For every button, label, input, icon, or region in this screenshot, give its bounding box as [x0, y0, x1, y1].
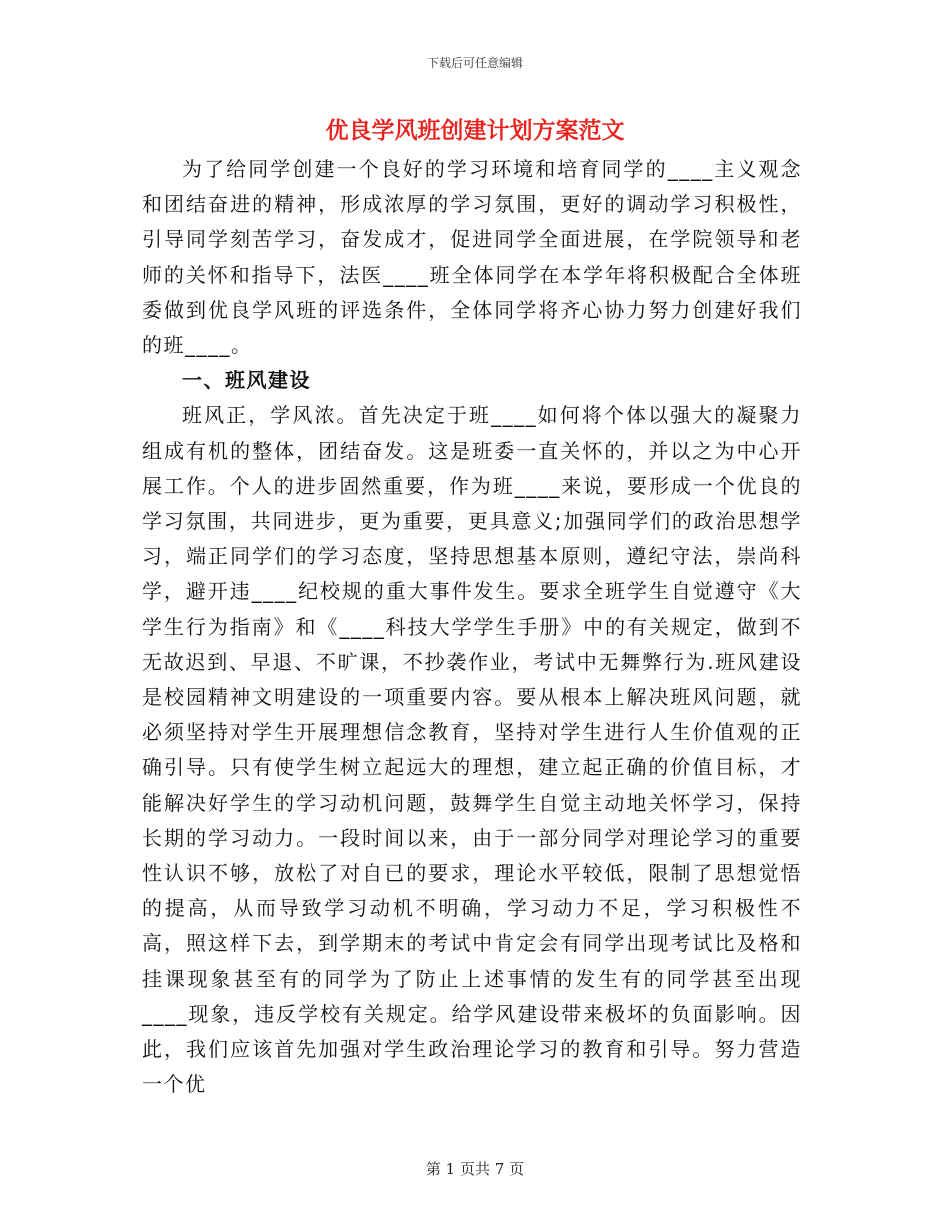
- page-header-note: 下载后可任意编辑: [426, 56, 523, 70]
- section-1-heading: 一、班风建设: [182, 368, 311, 393]
- page-number-footer: 第 1 页共 7 页: [425, 1160, 525, 1178]
- intro-paragraph: 为了给同学创建一个良好的学习环境和培育同学的____主义观念和团结奋进的精神，形成浓厚的学习氛围，更好的调动学习积极性，引导同学刻苦学习，奋发成才，促进同学全面进展，在学院领导和老师的关怀和指导下，法医____班全体同学在本学年将积极配合全体班委做到优良学风班的评选条件，全体同学将齐心协力努力创建好我们的班____。: [142, 157, 802, 358]
- document-body: [142, 152, 802, 1102]
- section-1-paragraph: 班风正，学风浓。首先决定于班____如何将个体以强大的凝聚力组成有机的整体，团结奋发。这是班委一直关怀的，并以之为中心开展工作。个人的进步固然重要，作为班____来说，要形成一个优良的学习氛围，共同进步，更为重要，更具意义;加强同学们的政治思想学习，端正同学们的学习态度，坚持思想基本原则，遵纪守法，崇尚科学，避开违____纪校规的重大事件发生。要求全班学生自觉遵守《大学生行为指南》和《____科技大学学生手册》中的有关规定，做到不无故迟到、早退、不旷课，不抄袭作业，考试中无舞弊行为.班风建设是校园精神文明建设的一项重要内容。要从根本上解决班风问题，就必须坚持对学生开展理想信念教育，坚持对学生进行人生价值观的正确引导。只有使学生树立起远大的理想，建立起正确的价值目标，才能解决好学生的学习动机问题，鼓舞学生自觉主动地关怀学习，保持长期的学习动力。一段时间以来，由于一部分同学对理论学习的重要性认识不够，放松了对自已的要求，理论水平较低，限制了思想觉悟的提高，从而导致学习动机不明确，学习动力不足，学习积极性不高，照这样下去，到学期末的考试中肯定会有同学出现考试比及格和挂课现象甚至有的同学为了防止上述事情的发生有的同学甚至出现____现象，违反学校有关规定。给学风建设带来极坏的负面影响。因此，我们应该首先加强对学生政治理论学习的教育和引导。努力营造一个优: [142, 403, 802, 1097]
- document-title: 优良学风班创建计划方案范文: [325, 118, 625, 144]
